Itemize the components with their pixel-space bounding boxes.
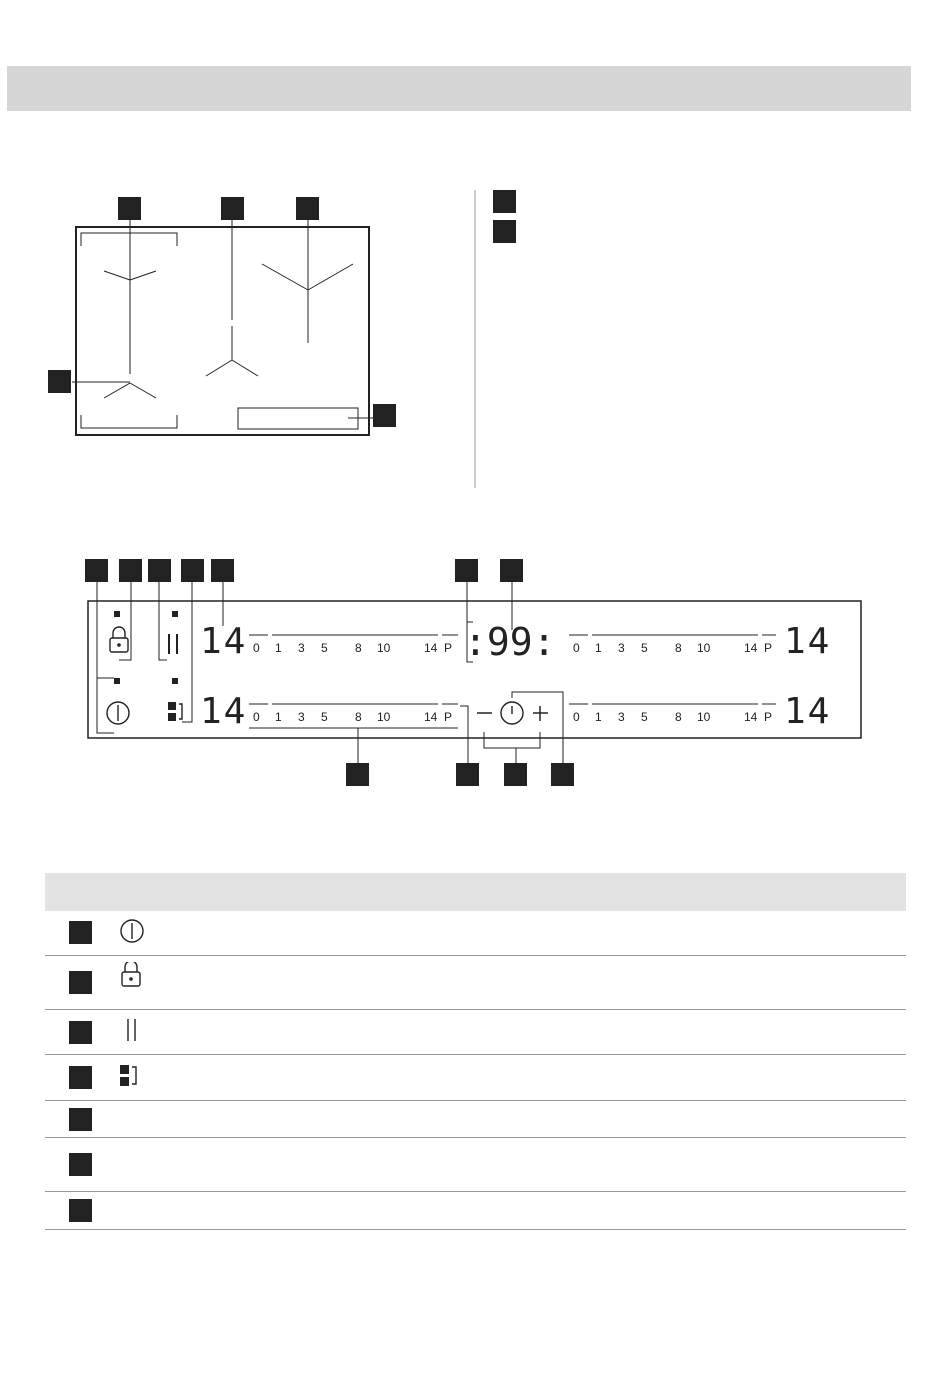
power-icon [118, 917, 148, 947]
scale-label[interactable]: 14 [424, 641, 438, 655]
scale-label[interactable]: 5 [641, 641, 648, 655]
scale-label[interactable]: 10 [697, 641, 711, 655]
bridge-icon [118, 1062, 148, 1092]
pause-icon[interactable] [169, 634, 177, 654]
scale-label[interactable]: 8 [675, 710, 682, 724]
row-divider [45, 955, 906, 956]
row-divider [45, 1054, 906, 1055]
scale-label[interactable]: 5 [321, 710, 328, 724]
row-marker [69, 1021, 92, 1044]
scale-label[interactable]: 14 [744, 710, 758, 724]
scale-label[interactable]: 3 [298, 710, 305, 724]
row-marker [69, 1199, 92, 1222]
scale-label[interactable]: 10 [377, 710, 391, 724]
row-marker [69, 1153, 92, 1176]
scale-label[interactable]: 5 [321, 641, 328, 655]
scale-label[interactable]: P [444, 641, 453, 655]
row-divider [45, 1191, 906, 1192]
scale-label[interactable]: P [444, 710, 453, 724]
scale-label[interactable]: 10 [377, 641, 391, 655]
lock-icon[interactable] [110, 627, 128, 652]
scale-label[interactable]: 1 [275, 710, 282, 724]
scale-label[interactable]: 8 [355, 641, 362, 655]
scale-label[interactable]: 0 [573, 641, 580, 655]
scale-label[interactable]: 10 [697, 710, 711, 724]
display-left-top: 14 [200, 621, 248, 662]
timer-icon[interactable] [501, 702, 523, 724]
scale-label[interactable]: 0 [253, 641, 260, 655]
row-divider [45, 1009, 906, 1010]
row-divider [45, 1100, 906, 1101]
display-right-bottom: 14 [784, 691, 832, 732]
power-icon[interactable] [107, 702, 129, 724]
scale-label[interactable]: 8 [675, 641, 682, 655]
scale-label[interactable]: 3 [618, 710, 625, 724]
display-left-bottom: 14 [200, 691, 248, 732]
scale-label[interactable]: P [764, 641, 773, 655]
pause-icon [118, 1016, 148, 1046]
bridge-icon[interactable] [168, 702, 182, 721]
row-marker [69, 921, 92, 944]
scale-label[interactable]: 1 [595, 641, 602, 655]
row-marker [69, 1108, 92, 1131]
scale-label[interactable]: 8 [355, 710, 362, 724]
scale-label[interactable]: 0 [253, 710, 260, 724]
row-divider [45, 1229, 906, 1230]
timer-display: :99: [464, 620, 556, 664]
scale-label[interactable]: 1 [275, 641, 282, 655]
scale-label[interactable]: 3 [618, 641, 625, 655]
scale-label[interactable]: 5 [641, 710, 648, 724]
lock-icon [118, 962, 148, 992]
display-right-top: 14 [784, 621, 832, 662]
scale-label[interactable]: 14 [424, 710, 438, 724]
scale-label[interactable]: 3 [298, 641, 305, 655]
row-divider [45, 1137, 906, 1138]
scale-label[interactable]: 1 [595, 710, 602, 724]
table-header [45, 873, 906, 911]
row-marker [69, 971, 92, 994]
row-marker [69, 1066, 92, 1089]
scale-label[interactable]: 0 [573, 710, 580, 724]
plus-icon[interactable] [533, 706, 548, 721]
scale-label[interactable]: P [764, 710, 773, 724]
scale-label[interactable]: 14 [744, 641, 758, 655]
